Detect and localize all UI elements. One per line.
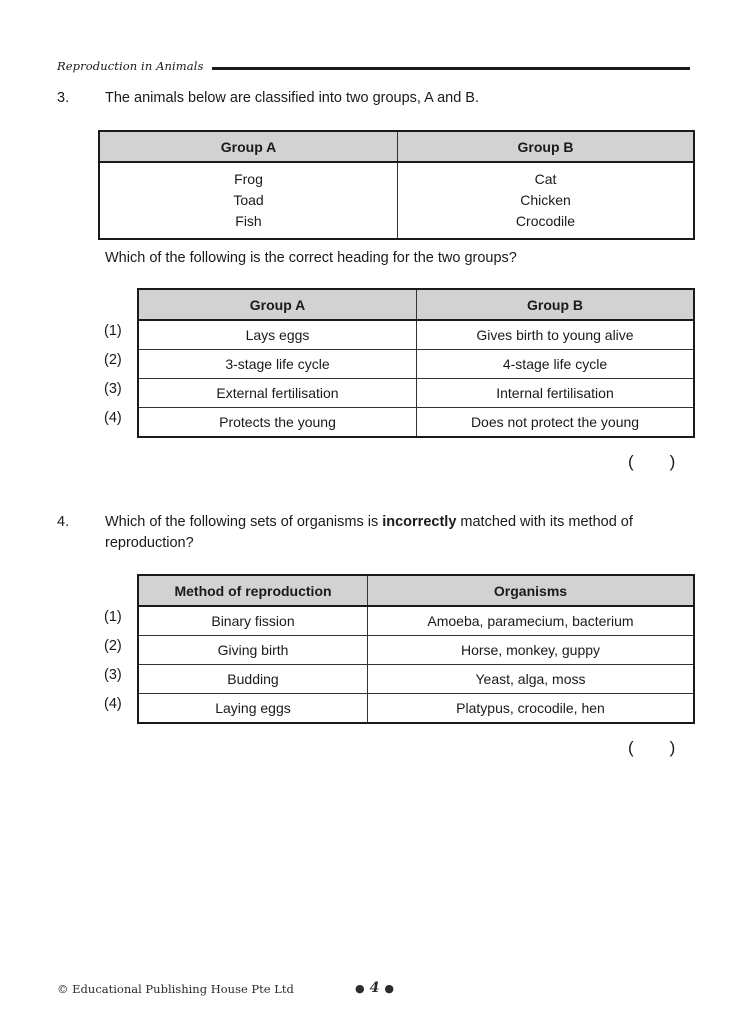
page-number: 4 (369, 980, 380, 996)
option-2-method: Giving birth (138, 636, 368, 665)
table-animal-groups (98, 130, 695, 240)
cell-group-a-animals (99, 162, 398, 239)
option-marker: (2) (104, 352, 122, 368)
table-header-row (138, 575, 694, 606)
option-marker: (4) (104, 696, 122, 712)
option-1-group-b: Gives birth to young alive (417, 320, 695, 350)
table-question-4-options[interactable] (137, 574, 695, 724)
option-marker: (1) (104, 323, 122, 339)
option-4-organisms: Platypus, crocodile, hen (368, 694, 695, 724)
copyright-notice: © Educational Publishing House Pte Ltd (57, 982, 294, 996)
option-4-group-b: Does not protect the young (417, 408, 695, 438)
table-question-3-options[interactable] (137, 288, 695, 438)
table-row-option-3[interactable] (138, 379, 694, 408)
question-4-number: 4. (57, 514, 70, 530)
question-4-emphasis: incorrectly (382, 514, 457, 530)
option-1-method: Binary fission (138, 606, 368, 636)
question-4-statement-row (57, 512, 690, 554)
page-footer (0, 964, 749, 1024)
table-row-option-3[interactable] (138, 665, 694, 694)
table-row-option-4[interactable] (138, 408, 694, 438)
question-4-text (105, 512, 665, 554)
animal-item: Crocodile (515, 213, 576, 229)
table-row-option-2[interactable] (138, 636, 694, 665)
option-4-method: Laying eggs (138, 694, 368, 724)
page-number-block (0, 980, 749, 996)
option-marker: (3) (104, 381, 122, 397)
table-row-option-2[interactable] (138, 350, 694, 379)
question-3-block (57, 88, 690, 109)
table-row-option-4[interactable] (138, 694, 694, 724)
cell-group-b-animals (398, 162, 695, 239)
option-2-group-a: 3-stage life cycle (138, 350, 417, 379)
option-4-group-a: Protects the young (138, 408, 417, 438)
option-3-method: Budding (138, 665, 368, 694)
animal-item: Cat (534, 171, 557, 187)
animal-item: Fish (235, 213, 262, 229)
column-header-group-a: Group A (138, 289, 417, 320)
column-header-group-a: Group A (99, 131, 398, 162)
question-3-statement-row (57, 88, 690, 109)
page-running-header (57, 56, 690, 76)
option-3-group-b: Internal fertilisation (417, 379, 695, 408)
bracket-open: ( (628, 738, 670, 757)
question-4-text-part-1: Which of the following sets of organisms is (105, 514, 383, 530)
question-3-sub-prompt: Which of the following is the correct heading for the two groups? (105, 250, 517, 266)
answer-bracket-question-4[interactable] (628, 738, 711, 758)
question-3-number: 3. (57, 90, 70, 106)
option-2-organisms: Horse, monkey, guppy (368, 636, 695, 665)
bracket-open: ( (628, 452, 670, 471)
answer-bracket-question-3[interactable] (628, 452, 711, 472)
dot-ornament-right: ● (384, 981, 394, 995)
column-header-method: Method of reproduction (138, 575, 368, 606)
animal-item: Toad (233, 192, 264, 208)
option-2-group-b: 4-stage life cycle (417, 350, 695, 379)
header-rule-divider (212, 67, 690, 70)
option-marker: (2) (104, 638, 122, 654)
column-header-organisms: Organisms (368, 575, 695, 606)
bracket-close: ) (669, 738, 712, 757)
table-row (99, 162, 694, 239)
bracket-close: ) (669, 452, 712, 471)
column-header-group-b: Group B (417, 289, 695, 320)
option-marker: (3) (104, 667, 122, 683)
table-header-row (138, 289, 694, 320)
table-header-row (99, 131, 694, 162)
dot-ornament-left: ● (355, 981, 365, 995)
option-3-group-a: External fertilisation (138, 379, 417, 408)
column-header-group-b: Group B (398, 131, 695, 162)
option-1-group-a: Lays eggs (138, 320, 417, 350)
animal-item: Frog (234, 171, 263, 187)
question-3-text: The animals below are classified into two groups, A and B. (105, 90, 479, 106)
option-marker: (4) (104, 410, 122, 426)
table-row-option-1[interactable] (138, 320, 694, 350)
animal-item: Chicken (520, 192, 571, 208)
option-3-organisms: Yeast, alga, moss (368, 665, 695, 694)
option-1-organisms: Amoeba, paramecium, bacterium (368, 606, 695, 636)
option-marker: (1) (104, 609, 122, 625)
option-markers-question-3 (104, 317, 138, 433)
option-markers-question-4 (104, 603, 138, 719)
table-row-option-1[interactable] (138, 606, 694, 636)
question-4-text-part-2: matched with its method of reproduction? (105, 514, 633, 551)
question-4-block (57, 512, 690, 554)
chapter-title: Reproduction in Animals (57, 59, 204, 73)
